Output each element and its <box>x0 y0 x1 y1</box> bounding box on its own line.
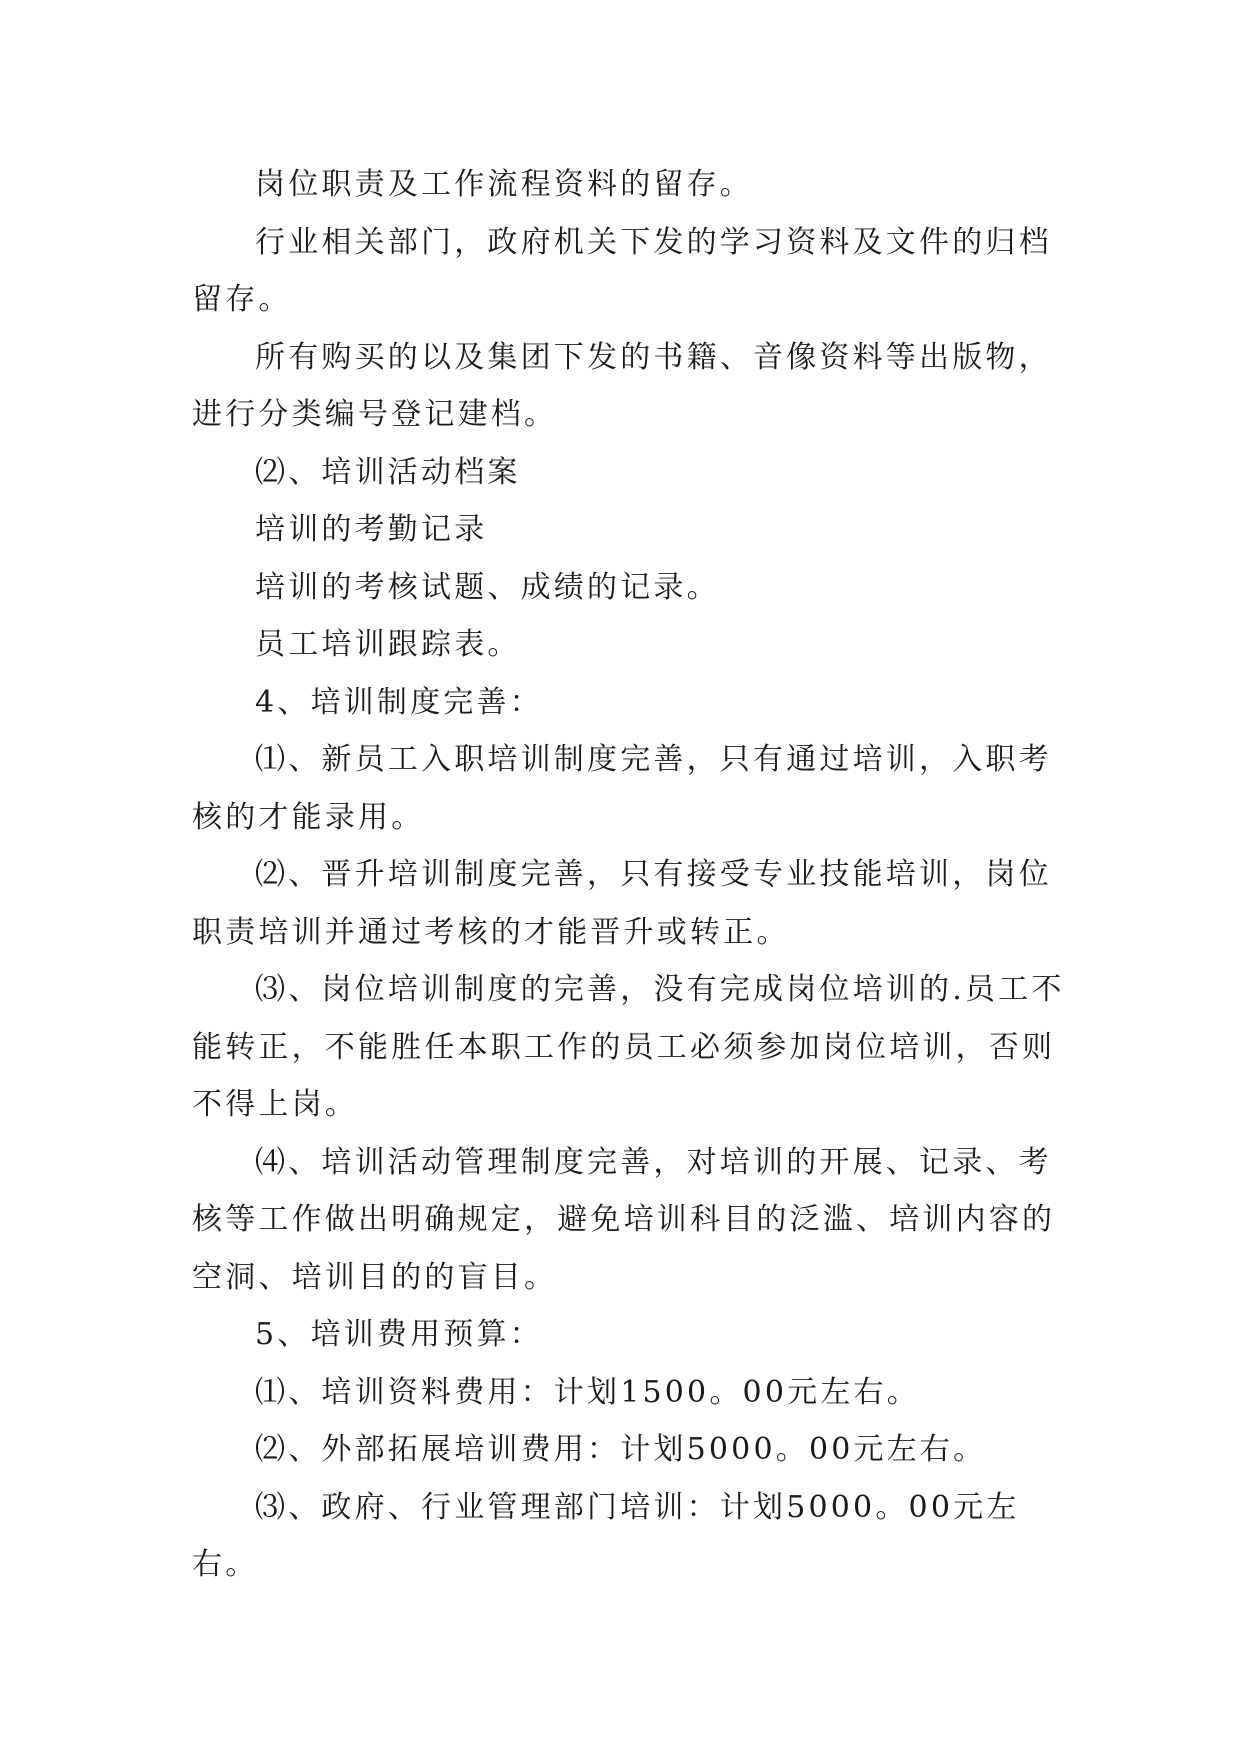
paragraph-budget-government: ⑶、政府、行业管理部门培训：计划5000。00元左右。 <box>192 1489 1020 1582</box>
paragraph-tracking-sheet: 员工培训跟踪表。 <box>255 627 521 662</box>
paragraph-new-hire-training: ⑴、新员工入职培训制度完善，只有通过培训，入职考核的才能录用。 <box>192 742 1052 835</box>
paragraph-promotion-training: ⑵、晋升培训制度完善，只有接受专业技能培训，岗位职责培训并通过考核的才能晋升或转正。 <box>192 857 1052 950</box>
paragraph-exam-records: 培训的考核试题、成绩的记录。 <box>255 569 720 605</box>
paragraph-activity-management: ⑷、培训活动管理制度完善，对培训的开展、记录、考核等工作做出明确规定，避免培训科目的泛滥、培训内容的空洞、培训目的的盲目。 <box>192 1144 1056 1295</box>
paragraph-archive-government-files: 行业相关部门，政府机关下发的学习资料及文件的归档留存。 <box>192 224 1052 317</box>
document-body <box>192 156 1067 1594</box>
paragraph-position-training: ⑶、岗位培训制度的完善，没有完成岗位培训的.员工不能转正，不能胜任本职工作的员工必须参加岗位培训，否则不得上岗。 <box>192 972 1065 1122</box>
paragraph-attendance-record: 培训的考勤记录 <box>255 512 488 547</box>
paragraph-budget-materials: ⑴、培训资料费用：计划1500。00元左右。 <box>255 1374 920 1410</box>
paragraph-archive-job-duties: 岗位职责及工作流程资料的留存。 <box>255 167 753 202</box>
heading-training-budget: 5、培训费用预算： <box>255 1317 543 1352</box>
paragraph-training-activity-archive: ⑵、培训活动档案 <box>255 454 521 490</box>
paragraph-archive-publications: 所有购买的以及集团下发的书籍、音像资料等出版物，进行分类编号登记建档。 <box>192 339 1052 432</box>
heading-training-system: 4、培训制度完善： <box>255 684 543 720</box>
paragraph-budget-outdoor: ⑵、外部拓展培训费用：计划5000。00元左右。 <box>255 1432 987 1467</box>
